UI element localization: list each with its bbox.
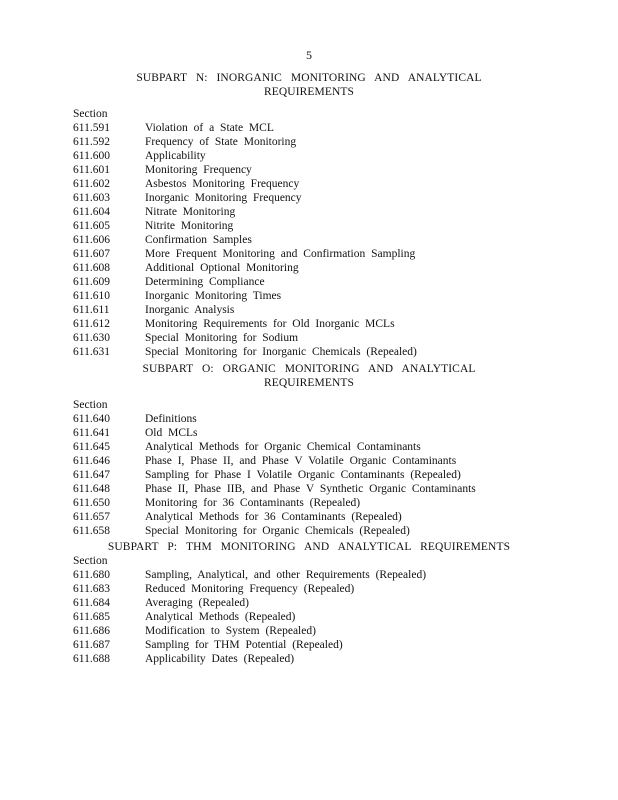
section-title: Reduced Monitoring Frequency (Repealed) <box>145 583 355 595</box>
section-title: Applicability <box>145 150 206 162</box>
section-title: Additional Optional Monitoring <box>145 262 299 274</box>
section-title: Monitoring Requirements for Old Inorganic MCLs <box>145 318 395 330</box>
section-title: Monitoring for 36 Contaminants (Repealed) <box>145 497 361 509</box>
section-number: 611.645 <box>73 441 110 453</box>
section-row <box>0 582 618 596</box>
section-row <box>0 219 618 233</box>
section-row <box>0 496 618 510</box>
section-number: 611.603 <box>73 192 110 204</box>
section-title: Phase II, Phase IIB, and Phase V Synthetic Organic Contaminants <box>145 483 476 495</box>
section-row <box>0 135 618 149</box>
section-title: Special Monitoring for Sodium <box>145 332 299 344</box>
section-number: 611.600 <box>73 150 110 162</box>
section-title: Modification to System (Repealed) <box>145 625 316 637</box>
subpart-p <box>0 540 618 666</box>
section-number: 611.685 <box>73 611 110 623</box>
page-number: 5 <box>306 48 312 62</box>
section-row <box>0 177 618 191</box>
section-number: 611.612 <box>73 318 110 330</box>
section-row <box>0 149 618 163</box>
subpart-title-line2: REQUIREMENTS <box>263 377 354 389</box>
section-row <box>0 331 618 345</box>
subpart-o <box>0 362 618 538</box>
section-row <box>0 482 618 496</box>
section-number: 611.607 <box>73 248 110 260</box>
section-title: Averaging (Repealed) <box>145 597 250 609</box>
section-row <box>0 163 618 177</box>
section-title: Analytical Methods for Organic Chemical Contaminants <box>145 441 421 453</box>
section-row <box>0 303 618 317</box>
subpart-title-line2: REQUIREMENTS <box>263 86 354 98</box>
subpart-title <box>0 71 618 99</box>
section-row <box>0 454 618 468</box>
section-title: Phase I, Phase II, and Phase V Volatile Organic Contaminants <box>145 455 457 467</box>
section-number: 611.648 <box>73 483 110 495</box>
section-label: Section <box>73 399 108 411</box>
section-number: 611.686 <box>73 625 110 637</box>
section-number: 611.647 <box>73 469 110 481</box>
section-row <box>0 317 618 331</box>
section-title: Inorganic Monitoring Frequency <box>145 192 302 204</box>
section-number: 611.602 <box>73 178 110 190</box>
section-number: 611.630 <box>73 332 110 344</box>
section-title: Analytical Methods for 36 Contaminants (Repealed) <box>145 511 402 523</box>
section-row <box>0 247 618 261</box>
section-number: 611.658 <box>73 525 110 537</box>
section-number: 611.604 <box>73 206 110 218</box>
section-number: 611.605 <box>73 220 110 232</box>
section-title: Nitrite Monitoring <box>145 220 234 232</box>
section-title: Sampling for Phase I Volatile Organic Contaminants (Repealed) <box>145 469 461 481</box>
section-row <box>0 345 618 359</box>
section-title: Inorganic Analysis <box>145 304 235 316</box>
section-number: 611.684 <box>73 597 110 609</box>
section-row <box>0 596 618 610</box>
section-number: 611.610 <box>73 290 110 302</box>
section-title: Special Monitoring for Organic Chemicals (Repealed) <box>145 525 410 537</box>
section-title: Definitions <box>145 413 197 425</box>
section-row <box>0 205 618 219</box>
section-title: Monitoring Frequency <box>145 164 252 176</box>
subpart-title-line1: SUBPART O: ORGANIC MONITORING AND ANALYTICAL <box>142 363 476 375</box>
section-list <box>0 412 618 538</box>
subpart-n <box>0 71 618 359</box>
section-number: 611.591 <box>73 122 110 134</box>
section-title: Old MCLs <box>145 427 198 439</box>
section-row <box>0 121 618 135</box>
section-title: Applicability Dates (Repealed) <box>145 653 295 665</box>
section-number: 611.601 <box>73 164 110 176</box>
section-row <box>0 568 618 582</box>
section-title: Sampling, Analytical, and other Requirements (Repealed) <box>145 569 427 581</box>
section-title: Violation of a State MCL <box>145 122 274 134</box>
section-number: 611.608 <box>73 262 110 274</box>
subpart-title <box>0 540 618 554</box>
section-row <box>0 412 618 426</box>
section-number: 611.609 <box>73 276 110 288</box>
section-title: Determining Compliance <box>145 276 265 288</box>
section-row <box>0 524 618 538</box>
subpart-title-line1: SUBPART P: THM MONITORING AND ANALYTICAL REQUIREMENTS <box>107 541 511 553</box>
section-label: Section <box>73 108 108 120</box>
section-number: 611.657 <box>73 511 110 523</box>
section-number: 611.592 <box>73 136 110 148</box>
section-row <box>0 261 618 275</box>
section-row <box>0 638 618 652</box>
section-row <box>0 275 618 289</box>
section-row <box>0 652 618 666</box>
section-number: 611.631 <box>73 346 110 358</box>
section-row <box>0 426 618 440</box>
section-row <box>0 440 618 454</box>
section-row <box>0 610 618 624</box>
section-title: Asbestos Monitoring Frequency <box>145 178 300 190</box>
section-row <box>0 289 618 303</box>
section-row <box>0 233 618 247</box>
section-title: Confirmation Samples <box>145 234 252 246</box>
section-row <box>0 624 618 638</box>
section-title: Analytical Methods (Repealed) <box>145 611 296 623</box>
section-title: Nitrate Monitoring <box>145 206 236 218</box>
section-number: 611.680 <box>73 569 110 581</box>
section-title: Inorganic Monitoring Times <box>145 290 282 302</box>
section-number: 611.641 <box>73 427 110 439</box>
section-row <box>0 468 618 482</box>
section-number: 611.640 <box>73 413 110 425</box>
subpart-title <box>0 362 618 390</box>
section-label: Section <box>73 555 108 567</box>
section-number: 611.650 <box>73 497 110 509</box>
section-number: 611.683 <box>73 583 110 595</box>
section-list <box>0 568 618 666</box>
section-row <box>0 510 618 524</box>
section-number: 611.687 <box>73 639 110 651</box>
section-number: 611.611 <box>73 304 110 316</box>
section-title: Frequency of State Monitoring <box>145 136 297 148</box>
section-number: 611.606 <box>73 234 110 246</box>
section-list <box>0 121 618 359</box>
section-number: 611.688 <box>73 653 110 665</box>
section-title: Special Monitoring for Inorganic Chemicals (Repealed) <box>145 346 417 358</box>
section-number: 611.646 <box>73 455 110 467</box>
section-row <box>0 191 618 205</box>
section-title: More Frequent Monitoring and Confirmation Sampling <box>145 248 416 260</box>
subpart-title-line1: SUBPART N: INORGANIC MONITORING AND ANALYTICAL <box>136 72 482 84</box>
section-title: Sampling for THM Potential (Repealed) <box>145 639 343 651</box>
